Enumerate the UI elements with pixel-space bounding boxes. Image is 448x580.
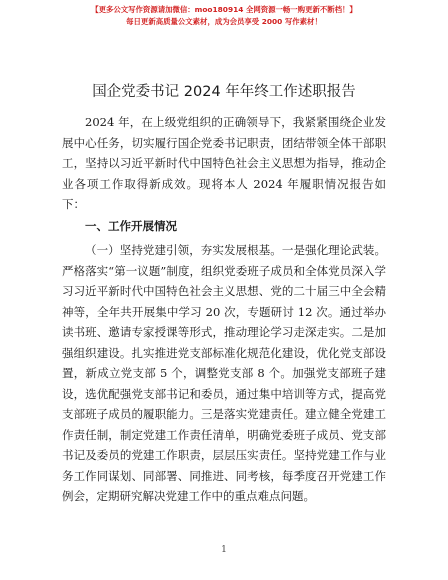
body-paragraph: （一）坚持党建引领，夯实发展根基。一是强化理论武装。严格落实“第一议题”制度，组织党委班子成员和全体党员深入学习习近平新时代中国特色社会主义思想、党的二十届三中全会精神等，全年共开展集中学习 20 次，专题研讨 12 次。通过举办读书班、邀请专家授课等形式，推动理论学习走深走实。二是加强组织建设。扎实推进党支部标准化规范化建设，优化党支部设置，新成立党支部 5 个，调整党支部 8 个。加强党支部班子建设，选优配强党支部书记和委员，通过集中培训等方式，提高党支部班子成员的履职能力。三是落实党建责任。建立健全党建工作责任制，制定党建工作责任清单，明确党委班子成员、党支部书记及委员的党建工作职责，层层压实责任。坚持党建工作与业务工作同谋划、同部署、同推进、同考核，每季度召开党建工作例会，定期研究解决党建工作中的重点难点问题。 (62, 243, 386, 503)
section-heading: 一、工作开展情况 (85, 219, 177, 233)
promo-banner-line-2: 每日更新高质量公文素材，成为会员享受 2000 写作素材！ (126, 17, 322, 26)
promo-banner (0, 4, 448, 27)
document-title: 国企党委书记 2024 年年终工作述职报告 (92, 84, 356, 100)
promo-banner-line-1: 【更多公文写作资源请加微信：moo180914 全网资源一畅一购更新不断档！】 (91, 5, 357, 14)
page-number: 1 (221, 545, 227, 555)
intro-paragraph: 2024 年，在上级党组织的正确领导下，我紧紧围绕企业发展中心任务，切实履行国企党委书记职责，团结带领全体干部职工，坚持以习近平新时代中国特色社会主义思想为指导，推动企业各项工作取得新成效。现将本人 2024 年履职情况报告如下： (62, 115, 386, 211)
